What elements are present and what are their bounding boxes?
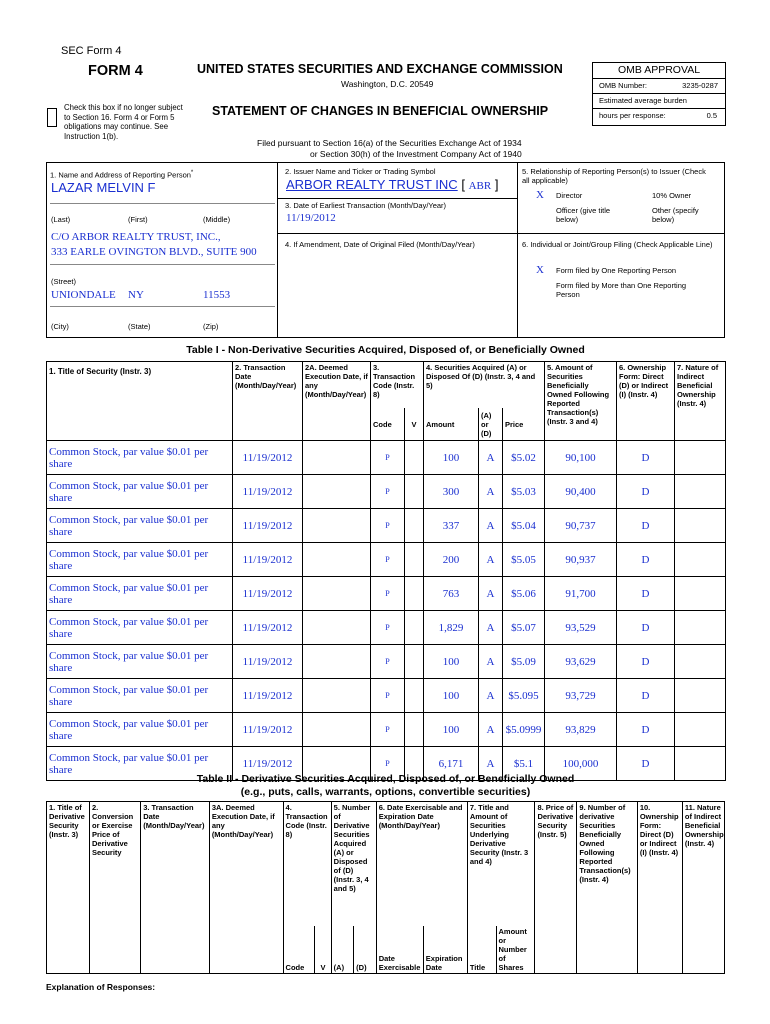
t2-header-date: 3. Transaction Date (Month/Day/Year) [141,802,210,974]
amount-owned: 90,400 [545,475,617,509]
price: $5.05 [503,543,545,577]
ten-percent-owner-label: 10% Owner [652,191,692,200]
transaction-code: P [371,679,405,713]
price: $5.02 [503,441,545,475]
acquired-disposed: A [479,475,503,509]
reporting-person-name: LAZAR MELVIN F [51,180,156,195]
earliest-transaction-date: 11/19/2012 [286,212,336,224]
table-row [47,679,726,713]
t1-header-ownership-form: 6. Ownership Form: Direct (D) or Indirect (I) (Instr. 4) [617,362,675,441]
city-value: UNIONDALE [51,289,116,301]
middle-label: (Middle) [203,215,231,224]
ticker-bracket-close: ] [494,177,499,192]
v-flag [405,509,424,543]
table-row [47,645,726,679]
transaction-code: P [371,475,405,509]
price: $5.03 [503,475,545,509]
v-flag [405,475,424,509]
omb-number: 3235-0287 [682,81,718,90]
box3-label: 3. Date of Earliest Transaction (Month/Day/Year) [285,201,447,210]
price: $5.0999 [503,713,545,747]
amount: 1,829 [424,611,479,645]
t2-subheader-title: Title [467,926,496,974]
transaction-code: P [371,611,405,645]
amount-owned: 90,100 [545,441,617,475]
non-derivative-table [46,361,726,781]
nature [675,577,726,611]
transaction-date: 11/19/2012 [233,611,303,645]
no-longer-subject-checkbox[interactable] [47,108,57,127]
t2-header-number: 5. Number of Derivative Securities Acquired (A) or Disposed of (D) (Instr. 3, 4 and 5) [331,802,376,927]
t2-subheader-v: V [315,926,331,974]
transaction-code: P [371,645,405,679]
t2-header-nature: 11. Nature of Indirect Beneficial Ownership (Instr. 4) [682,802,724,974]
v-flag [405,441,424,475]
amount-owned: 93,729 [545,679,617,713]
t1-subheader-a-or-d: (A) or (D) [479,408,503,441]
transaction-code: P [371,713,405,747]
amount: 100 [424,645,479,679]
omb-hours-label: hours per response: [599,111,666,120]
checkbox-instruction: Check this box if no longer subject to Section 16. Form 4 or Form 5 obligations may continue. See Instruction 1(b). [64,103,183,141]
t1-header-amount-owned: 5. Amount of Securities Beneficially Owned Following Reported Transaction(s) (Instr. 3 and 4) [545,362,617,441]
amount: 763 [424,577,479,611]
explanation-label: Explanation of Responses: [46,982,156,992]
t1-header-securities: 4. Securities Acquired (A) or Disposed Of (D) (Instr. 3, 4 and 5) [424,362,545,409]
omb-title: OMB APPROVAL [593,63,725,79]
table-row [47,509,726,543]
deemed-date [303,543,371,577]
filed-pursuant-line2: or Section 30(h) of the Investment Company Act of 1940 [310,149,522,159]
amount-owned: 90,737 [545,509,617,543]
price: $5.095 [503,679,545,713]
security-title: Common Stock, par value $0.01 per share [47,543,233,577]
price: $5.09 [503,645,545,679]
price: $5.04 [503,509,545,543]
price: $5.07 [503,611,545,645]
t2-header-number-owned: 9. Number of derivative Securities Beneficially Owned Following Reported Transaction(s) (Instr. 4) [577,802,637,974]
ownership-form: D [617,611,675,645]
t1-header-date: 2. Transaction Date (Month/Day/Year) [233,362,303,441]
box1-label: 1. Name and Address of Reporting Person* [50,170,194,180]
table-row [47,713,726,747]
city-label: (City) [51,322,69,331]
transaction-date: 11/19/2012 [233,645,303,679]
deemed-date [303,509,371,543]
director-label: Director [556,191,583,200]
omb-hours: 0.5 [706,111,717,120]
acquired-disposed: A [479,645,503,679]
box1-asterisk: * [190,170,194,176]
amount-owned: 91,700 [545,577,617,611]
ownership-form: D [617,577,675,611]
ownership-form: D [617,475,675,509]
t2-header-exercisable: 6. Date Exercisable and Expiration Date (Month/Day/Year) [376,802,467,927]
t2-subheader-date-exercisable: Date Exercisable [376,926,423,974]
security-title: Common Stock, par value $0.01 per share [47,509,233,543]
t2-subheader-a: (A) [331,926,354,974]
transaction-code: P [371,509,405,543]
transaction-code: P [371,441,405,475]
box5-label: 5. Relationship of Reporting Person(s) to Issuer (Check all applicable) [522,167,706,185]
first-label: (First) [128,215,148,224]
transaction-date: 11/19/2012 [233,509,303,543]
price: $5.1 [503,747,545,781]
form-title: FORM 4 [88,63,143,79]
table-row [47,543,726,577]
issuer-name-line [286,177,498,192]
t1-subheader-code: Code [371,408,405,441]
security-title: Common Stock, par value $0.01 per share [47,611,233,645]
commission-location: Washington, D.C. 20549 [341,79,434,89]
ownership-form: D [617,713,675,747]
v-flag [405,713,424,747]
acquired-disposed: A [479,713,503,747]
t1-subheader-price: Price [503,408,545,441]
one-person-label: Form filed by One Reporting Person [556,266,677,275]
ownership-form: D [617,747,675,781]
table-row [47,475,726,509]
filed-pursuant-line1: Filed pursuant to Section 16(a) of the Securities Exchange Act of 1934 [257,138,522,148]
commission-title: UNITED STATES SECURITIES AND EXCHANGE COMMISSION [197,62,563,76]
ownership-form: D [617,679,675,713]
box2-label: 2. Issuer Name and Ticker or Trading Symbol [285,167,436,176]
security-title: Common Stock, par value $0.01 per share [47,679,233,713]
t2-header-conversion: 2. Conversion or Exercise Price of Derivative Security [90,802,141,974]
t2-subheader-code: Code [283,926,315,974]
acquired-disposed: A [479,441,503,475]
ownership-form: D [617,645,675,679]
zip-value: 11553 [203,289,231,301]
issuer-name: ARBOR REALTY TRUST INC [286,177,458,192]
amount: 100 [424,679,479,713]
nature [675,441,726,475]
ownership-form: D [617,509,675,543]
ticker-symbol: ABR [468,180,492,192]
amount-owned: 93,829 [545,713,617,747]
statement-title: STATEMENT OF CHANGES IN BENEFICIAL OWNERSHIP [212,104,549,118]
last-label: (Last) [51,215,71,224]
v-flag [405,577,424,611]
acquired-disposed: A [479,611,503,645]
t2-header-price: 8. Price of Derivative Security (Instr. 5) [535,802,577,974]
v-flag [405,611,424,645]
amount: 337 [424,509,479,543]
t2-subheader-d: (D) [354,926,377,974]
amount: 100 [424,713,479,747]
v-flag [405,679,424,713]
amount-owned: 90,937 [545,543,617,577]
street-line2: 333 EARLE OVINGTON BLVD., SUITE 900 [51,246,257,258]
more-persons-label: Form filed by More than One Reporting Person [556,281,687,299]
transaction-date: 11/19/2012 [233,713,303,747]
amount: 300 [424,475,479,509]
t2-header-code: 4. Transaction Code (Instr. 8) [283,802,331,927]
amount: 6,171 [424,747,479,781]
table-row [47,441,726,475]
t1-subheader-v: V [405,408,424,441]
deemed-date [303,577,371,611]
t2-header-title: 1. Title of Derivative Security (Instr. 3) [47,802,90,974]
acquired-disposed: A [479,679,503,713]
v-flag [405,543,424,577]
zip-label: (Zip) [203,322,219,331]
transaction-date: 11/19/2012 [233,679,303,713]
deemed-date [303,713,371,747]
ticker-bracket-open: [ [461,177,465,192]
director-check-mark: X [536,189,544,201]
deemed-date [303,679,371,713]
omb-number-label: OMB Number: [599,81,647,90]
omb-burden-label: Estimated average burden [593,94,725,109]
security-title: Common Stock, par value $0.01 per share [47,577,233,611]
other-label: Other (specify below) [652,206,699,224]
t2-header-underlying: 7. Title and Amount of Securities Underlying Derivative Security (Instr. 3 and 4) [467,802,535,927]
derivative-table [46,801,725,974]
state-value: NY [128,289,144,301]
t2-subheader-expiration: Expiration Date [423,926,467,974]
transaction-code: P [371,543,405,577]
acquired-disposed: A [479,577,503,611]
t1-header-code: 3. Transaction Code (Instr. 8) [371,362,424,409]
amount: 100 [424,441,479,475]
t1-header-deemed: 2A. Deemed Execution Date, if any (Month/Day/Year) [303,362,371,441]
table-row [47,611,726,645]
t2-subheader-amount-shares: Amount or Number of Shares [496,926,535,974]
box6-label: 6. Individual or Joint/Group Filing (Check Applicable Line) [522,240,713,249]
transaction-code: P [371,747,405,781]
transaction-date: 11/19/2012 [233,747,303,781]
t1-header-title: 1. Title of Security (Instr. 3) [47,362,233,441]
nature [675,611,726,645]
security-title: Common Stock, par value $0.01 per share [47,713,233,747]
security-title: Common Stock, par value $0.01 per share [47,645,233,679]
officer-label: Officer (give title below) [556,206,611,224]
deemed-date [303,611,371,645]
price: $5.06 [503,577,545,611]
t2-header-ownership-form: 10. Ownership Form: Direct (D) or Indirect (I) (Instr. 4) [637,802,682,974]
transaction-date: 11/19/2012 [233,577,303,611]
amount-owned: 100,000 [545,747,617,781]
acquired-disposed: A [479,509,503,543]
ownership-form: D [617,543,675,577]
transaction-date: 11/19/2012 [233,441,303,475]
security-title: Common Stock, par value $0.01 per share [47,441,233,475]
amount: 200 [424,543,479,577]
acquired-disposed: A [479,747,503,781]
table-row [47,577,726,611]
transaction-date: 11/19/2012 [233,543,303,577]
omb-approval-box [592,62,726,126]
table2-title: Table II - Derivative Securities Acquired, Disposed of, or Beneficially Owned [196,773,575,785]
one-person-check-mark: X [536,264,544,276]
nature [675,475,726,509]
street-label: (Street) [51,277,77,286]
state-label: (State) [128,322,151,331]
nature [675,645,726,679]
v-flag [405,645,424,679]
transaction-date: 11/19/2012 [233,475,303,509]
deemed-date [303,475,371,509]
street-line1: C/O ARBOR REALTY TRUST, INC., [51,231,221,243]
nature [675,679,726,713]
amount-owned: 93,529 [545,611,617,645]
ownership-form: D [617,441,675,475]
sec-form-label: SEC Form 4 [61,45,122,57]
t2-header-deemed: 3A. Deemed Execution Date, if any (Month/Day/Year) [209,802,283,974]
t1-subheader-amount: Amount [424,408,479,441]
box4-label: 4. If Amendment, Date of Original Filed (Month/Day/Year) [285,240,475,249]
nature [675,543,726,577]
security-title: Common Stock, par value $0.01 per share [47,475,233,509]
nature [675,509,726,543]
deemed-date [303,645,371,679]
table2-subtitle: (e.g., puts, calls, warrants, options, convertible securities) [240,786,531,798]
table1-title: Table I - Non-Derivative Securities Acquired, Disposed of, or Beneficially Owned [186,344,585,356]
security-title: Common Stock, par value $0.01 per share [47,747,233,781]
transaction-code: P [371,577,405,611]
deemed-date [303,441,371,475]
amount-owned: 93,629 [545,645,617,679]
acquired-disposed: A [479,543,503,577]
nature [675,713,726,747]
t1-header-nature: 7. Nature of Indirect Beneficial Ownership (Instr. 4) [675,362,726,441]
